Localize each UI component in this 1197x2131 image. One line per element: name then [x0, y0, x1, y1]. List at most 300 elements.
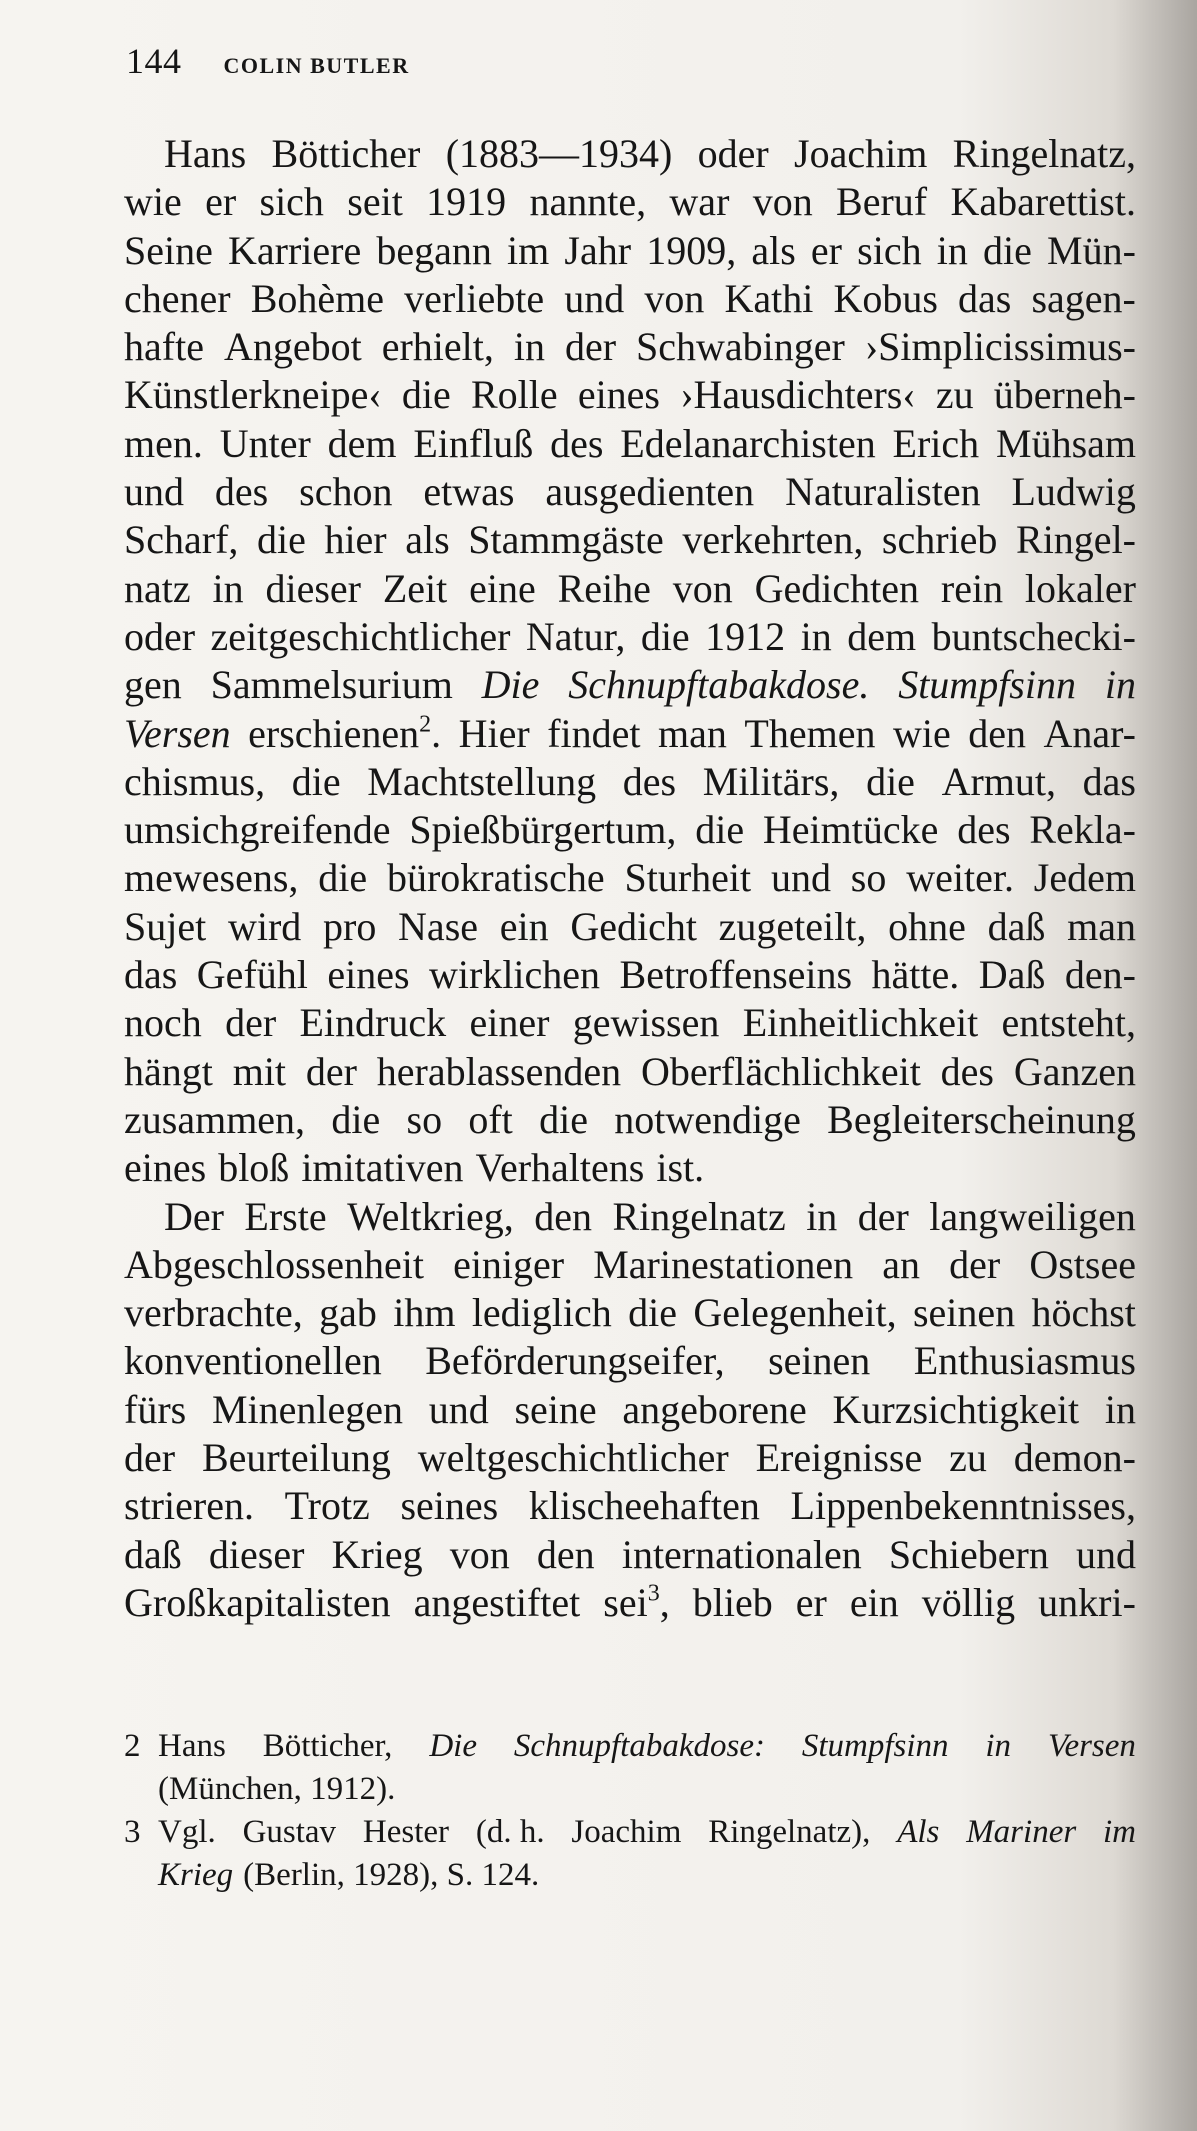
word: Abgeschlossenheit — [124, 1241, 424, 1287]
word: gen — [124, 662, 182, 708]
word: Beruf — [836, 179, 928, 225]
word: Natur, — [525, 613, 626, 659]
word: sich — [857, 227, 922, 273]
word: Krieg — [158, 1857, 234, 1893]
word: erschienen — [248, 710, 420, 756]
word: der — [564, 324, 617, 370]
word: (Berlin, 1928), S. 124. — [243, 1857, 540, 1893]
text-line — [124, 951, 1136, 999]
word: man — [658, 710, 727, 756]
word: Rekla- — [1029, 807, 1136, 853]
word: herablassenden — [376, 1048, 622, 1094]
word: in — [212, 565, 244, 611]
word: das — [958, 275, 1012, 321]
word: blieb — [692, 1579, 773, 1625]
word: die — [331, 1096, 381, 1142]
word: an — [882, 1241, 921, 1287]
word: imitativen — [301, 1145, 464, 1191]
word: hätte. — [871, 952, 960, 998]
word: Bötticher — [271, 131, 421, 176]
word: langweiligen — [929, 1193, 1136, 1239]
word: Mühsam — [996, 420, 1136, 466]
word: schon — [299, 469, 393, 515]
word: mit — [232, 1048, 287, 1094]
text-line — [124, 1144, 1136, 1192]
text-line — [124, 420, 1136, 468]
word: Sturheit — [624, 855, 752, 901]
text-line — [124, 613, 1136, 661]
word: und — [564, 275, 625, 321]
word: (1883—1934) — [445, 131, 673, 176]
word: Gedichten — [754, 565, 920, 611]
comma: , — [659, 1579, 670, 1625]
word: Kabarettist. — [950, 179, 1136, 225]
word: seines — [400, 1483, 499, 1529]
word: des — [550, 420, 604, 466]
word: die — [401, 372, 451, 418]
word: Unter — [219, 420, 311, 466]
word: men. — [124, 420, 203, 466]
book-title-word: Stumpfsinn — [898, 662, 1076, 708]
text-line — [124, 468, 1136, 516]
word: das — [1082, 758, 1136, 804]
footnote-text: (München, 1912). — [158, 1771, 396, 1807]
word: er — [205, 179, 237, 225]
text-line — [124, 227, 1136, 275]
word: Erich — [892, 420, 980, 466]
word: von — [644, 275, 705, 321]
word: angeborene — [622, 1386, 807, 1432]
word: Beurteilung — [201, 1435, 391, 1481]
word: einiger — [453, 1241, 565, 1287]
book-title-word: Versen — [124, 710, 231, 756]
word: Gedicht — [570, 903, 697, 949]
word: seine — [514, 1386, 597, 1432]
word: Weltkrieg, — [347, 1193, 514, 1239]
word: natz — [124, 565, 191, 611]
word: und — [1075, 1531, 1136, 1577]
word: konventionellen — [124, 1338, 382, 1384]
word: zusammen, — [124, 1096, 306, 1142]
word: Verhaltens — [475, 1145, 645, 1191]
word: bloß — [218, 1145, 290, 1191]
word: Marinestationen — [593, 1241, 854, 1287]
word: Sammelsurium — [210, 662, 453, 708]
text-line — [124, 903, 1136, 951]
word: Joachim — [571, 1814, 682, 1850]
word: Beförderungseifer, — [425, 1338, 725, 1384]
page-header — [126, 40, 410, 88]
word: in — [985, 1728, 1012, 1764]
word: Hans — [164, 131, 247, 176]
word: umsichgreifende — [124, 807, 391, 853]
word: Versen — [1047, 1728, 1136, 1764]
word: Angebot — [223, 324, 362, 370]
text-line — [124, 1482, 1136, 1530]
word: findet — [547, 710, 641, 756]
word: verbrachte, — [124, 1290, 303, 1336]
word-with-footnote — [603, 1579, 669, 1627]
word: Krieg — [331, 1531, 423, 1577]
word: Joachim — [794, 131, 928, 176]
word: gewissen — [572, 1000, 720, 1046]
word: bürokratische — [386, 855, 605, 901]
word: Ostsee — [1029, 1241, 1136, 1287]
text-line — [124, 1337, 1136, 1385]
word: hängt — [124, 1048, 213, 1094]
word: Scharf, — [124, 517, 239, 563]
word: seinen — [912, 1290, 1016, 1336]
footnote-2 — [124, 1725, 1136, 1768]
word: oder — [124, 613, 196, 659]
word: zugeteilt, — [718, 903, 867, 949]
word: Edelanarchisten — [620, 420, 876, 466]
word: die — [628, 1290, 677, 1336]
word: Ganzen — [1013, 1048, 1136, 1094]
word: Mün- — [1047, 227, 1136, 273]
text-line — [124, 806, 1136, 854]
word: Hier — [458, 710, 530, 756]
word: daß — [124, 1531, 182, 1577]
word: ausgedienten — [545, 469, 755, 515]
text-line — [124, 1193, 1136, 1241]
word: Trotz — [284, 1483, 370, 1529]
word: die — [291, 758, 341, 804]
word: dieser — [208, 1531, 305, 1577]
word: wird — [227, 903, 302, 949]
word: zeitgeschichtlicher — [210, 613, 511, 659]
word: Karriere — [228, 227, 362, 273]
word: ›Hausdichters‹ — [680, 372, 916, 418]
word: des — [214, 469, 269, 515]
word: weiter. — [906, 855, 1014, 901]
text-line — [124, 710, 1136, 758]
word: die — [695, 807, 745, 853]
word: dem — [327, 420, 397, 466]
word: dem — [847, 613, 917, 659]
word: Bohème — [250, 275, 385, 321]
word: der — [857, 1193, 909, 1239]
word: Stammgäste — [468, 517, 664, 563]
word: noch — [124, 1000, 202, 1046]
text-line — [124, 1386, 1136, 1434]
word: entsteht, — [1001, 1000, 1136, 1046]
word: von — [449, 1531, 510, 1577]
word: mewesens, — [124, 855, 299, 901]
word: die — [982, 227, 1032, 273]
word: von — [672, 565, 733, 611]
word: den — [536, 1531, 595, 1577]
footnote-number: 2 — [124, 1728, 141, 1764]
word: nannte, — [529, 179, 647, 225]
word: die — [256, 517, 306, 563]
word: Seine — [124, 227, 213, 273]
word: des — [957, 807, 1011, 853]
text-line — [124, 999, 1136, 1047]
word: (d. h. — [475, 1814, 545, 1850]
word: Ludwig — [1011, 469, 1136, 515]
word: Schnupftabakdose: — [513, 1728, 765, 1764]
word: Hester — [362, 1814, 450, 1850]
footnote-3 — [124, 1811, 1136, 1854]
word: den- — [1064, 952, 1136, 998]
word: Eindruck — [299, 1000, 447, 1046]
word: Einheitlichkeit — [742, 1000, 979, 1046]
word: eines — [577, 372, 660, 418]
word: strieren. — [124, 1483, 254, 1529]
word: wirklichen — [429, 952, 601, 998]
running-head: COLIN BUTLER — [223, 53, 410, 78]
text-line — [124, 130, 1136, 178]
text-line — [124, 1289, 1136, 1337]
text-line — [124, 1434, 1136, 1482]
word: fürs — [124, 1386, 187, 1432]
word: Die — [429, 1728, 477, 1764]
word: begann — [376, 227, 492, 273]
word: erhielt, — [381, 324, 494, 370]
word: oder — [697, 131, 769, 176]
word: so — [850, 855, 887, 901]
word: Kobus — [833, 275, 938, 321]
word: ohne — [888, 903, 966, 949]
word: ist. — [656, 1145, 705, 1191]
word: Spießbürgertum, — [409, 807, 677, 853]
word: Heimtücke — [762, 807, 939, 853]
word: in — [806, 1193, 838, 1239]
word: ein — [849, 1579, 899, 1625]
book-title-word: in — [1104, 662, 1136, 708]
word: lokaler — [1024, 565, 1136, 611]
word: notwendige — [614, 1096, 801, 1142]
word: Ringelnatz — [612, 1193, 786, 1239]
word: im — [1103, 1814, 1136, 1850]
word: eines — [124, 1145, 207, 1191]
word: Armut, — [941, 758, 1057, 804]
word: demon- — [1013, 1435, 1136, 1481]
word: und — [124, 469, 184, 515]
text-line — [124, 758, 1136, 806]
word: Kathi — [724, 275, 814, 321]
word: chener — [124, 275, 231, 321]
word: von — [752, 179, 813, 225]
word: und — [428, 1386, 489, 1432]
footnote-ref-2: 2 — [419, 710, 432, 737]
word: des — [622, 758, 677, 804]
word: den — [968, 710, 1027, 756]
word: die — [318, 855, 368, 901]
word: eine — [469, 565, 536, 611]
word: völlig — [921, 1579, 1016, 1625]
word: Gustav — [242, 1814, 337, 1850]
word: Als — [897, 1814, 940, 1850]
footnote-text — [158, 1725, 1136, 1768]
word: man — [1067, 903, 1136, 949]
book-title-word: Schnupftabakdose. — [568, 662, 870, 708]
word: Stumpfsinn — [801, 1728, 949, 1764]
word: Machtstellung — [367, 758, 597, 804]
word: 1909, — [646, 227, 737, 273]
word: in — [513, 324, 545, 370]
word: war — [669, 179, 730, 225]
word: Mariner — [966, 1814, 1077, 1850]
word: das — [124, 952, 178, 998]
word: Zeit — [382, 565, 448, 611]
word: sagen- — [1031, 275, 1136, 321]
word: in — [800, 613, 832, 659]
word: Oberflächlichkeit — [640, 1048, 921, 1094]
word: hier — [324, 517, 387, 563]
text-line — [124, 275, 1136, 323]
text-line — [124, 1579, 1136, 1627]
text-line — [124, 1048, 1136, 1096]
word: weltgeschichtlicher — [417, 1435, 729, 1481]
word: Jahr — [564, 227, 632, 273]
word: höchst — [1031, 1290, 1136, 1336]
word: und — [770, 855, 831, 901]
footnote-text — [158, 1854, 1136, 1897]
word: als — [405, 517, 450, 563]
word: Themen — [744, 710, 876, 756]
word: Militärs, — [702, 758, 840, 804]
word: als — [751, 227, 796, 273]
word: Der — [164, 1193, 224, 1239]
word: etwas — [423, 469, 515, 515]
text-line — [124, 854, 1136, 902]
text-line — [124, 178, 1136, 226]
word: den — [534, 1193, 592, 1239]
word: pro — [323, 903, 377, 949]
word: Gelegenheit, — [693, 1290, 897, 1336]
word: Ringelnatz), — [708, 1814, 871, 1850]
word: Künstlerkneipe‹ — [124, 372, 382, 418]
word: eines — [327, 952, 410, 998]
word: dieser — [265, 565, 361, 611]
footnote-ref-3: 3 — [647, 1580, 660, 1607]
word: er — [795, 1579, 827, 1625]
word: wie — [124, 179, 182, 225]
word: ihm — [393, 1290, 456, 1336]
word: einer — [469, 1000, 550, 1046]
word: der — [305, 1048, 357, 1094]
word: Gefühl — [196, 952, 308, 998]
footnote-number: 3 — [124, 1814, 141, 1850]
text-line — [124, 661, 1136, 709]
word: Enthusiasmus — [913, 1338, 1136, 1384]
word: er — [810, 227, 842, 273]
word: Anar- — [1043, 710, 1136, 756]
word: die — [640, 613, 690, 659]
word: hafte — [124, 324, 204, 370]
word: verliebte — [404, 275, 545, 321]
word: ein — [499, 903, 549, 949]
word: sich — [259, 179, 324, 225]
word: 1912 — [705, 613, 786, 659]
word: Jedem — [1033, 855, 1136, 901]
word: Lippenbekenntnisses, — [790, 1483, 1136, 1529]
word: schrieb — [881, 517, 998, 563]
text-line — [124, 1096, 1136, 1144]
word: überneh- — [993, 372, 1136, 418]
word: seinen — [768, 1338, 871, 1384]
book-title-word: Die — [481, 662, 540, 708]
word: in — [936, 227, 968, 273]
word-with-footnote: erschienen$^2$. — [248, 710, 442, 756]
word: Vgl. — [158, 1814, 216, 1850]
word: der — [124, 1435, 176, 1481]
word: Betroffenseins — [619, 952, 853, 998]
word: 1919 — [426, 179, 507, 225]
word: Rolle — [470, 372, 558, 418]
text-line — [124, 1531, 1136, 1579]
word: die — [866, 758, 915, 804]
word: Minenlegen — [211, 1386, 404, 1432]
word: lediglich — [471, 1290, 612, 1336]
footnote-3-continued — [124, 1854, 1136, 1897]
word: seit — [347, 179, 403, 225]
word: Nase — [398, 903, 479, 949]
word: buntschecki- — [931, 613, 1136, 659]
word: gab — [319, 1290, 377, 1336]
body-text — [124, 130, 1136, 1627]
page-number: 144 — [126, 41, 182, 81]
word: Daß — [978, 952, 1046, 998]
text-line — [124, 565, 1136, 613]
word: Ringelnatz, — [952, 131, 1136, 176]
word: chismus, — [124, 758, 266, 804]
word: unkri- — [1038, 1579, 1136, 1625]
word: der — [949, 1241, 1001, 1287]
text-line — [124, 323, 1136, 371]
word: der — [225, 1000, 277, 1046]
text-line — [124, 1241, 1136, 1289]
word: ›Simplicissimus- — [864, 324, 1136, 370]
word: Begleiterscheinung — [827, 1096, 1136, 1142]
word: Schwabinger — [636, 324, 845, 370]
word: Kurzsichtigkeit — [832, 1386, 1080, 1432]
word: klischeehaften — [528, 1483, 760, 1529]
word: Hans — [158, 1728, 226, 1764]
word: Ringel- — [1016, 517, 1136, 563]
word: Schiebern — [888, 1531, 1049, 1577]
word: Naturalisten — [785, 469, 981, 515]
word: Erste — [244, 1193, 327, 1239]
word: Reihe — [557, 565, 651, 611]
footnote-text — [158, 1811, 1136, 1854]
word: in — [1104, 1386, 1136, 1432]
word: Einfluß — [413, 420, 534, 466]
footnote-2-continued — [124, 1768, 1136, 1811]
word: sei — [603, 1579, 648, 1625]
word: internationalen — [621, 1531, 862, 1577]
word: Großkapitalisten — [124, 1579, 391, 1625]
word: rein — [940, 565, 1004, 611]
word: Bötticher, — [262, 1728, 393, 1764]
text-line — [124, 516, 1136, 564]
word: zu — [935, 372, 974, 418]
word: so — [406, 1096, 443, 1142]
word: des — [940, 1048, 994, 1094]
word: Sujet — [124, 903, 207, 949]
word: oft — [468, 1096, 513, 1142]
word: verkehrten, — [682, 517, 864, 563]
text-line — [124, 371, 1136, 419]
word: daß — [987, 903, 1046, 949]
word: Ereignisse — [755, 1435, 923, 1481]
word: angestiftet — [413, 1579, 581, 1625]
word: die — [539, 1096, 588, 1142]
word: zu — [949, 1435, 987, 1481]
word: wie — [892, 710, 951, 756]
